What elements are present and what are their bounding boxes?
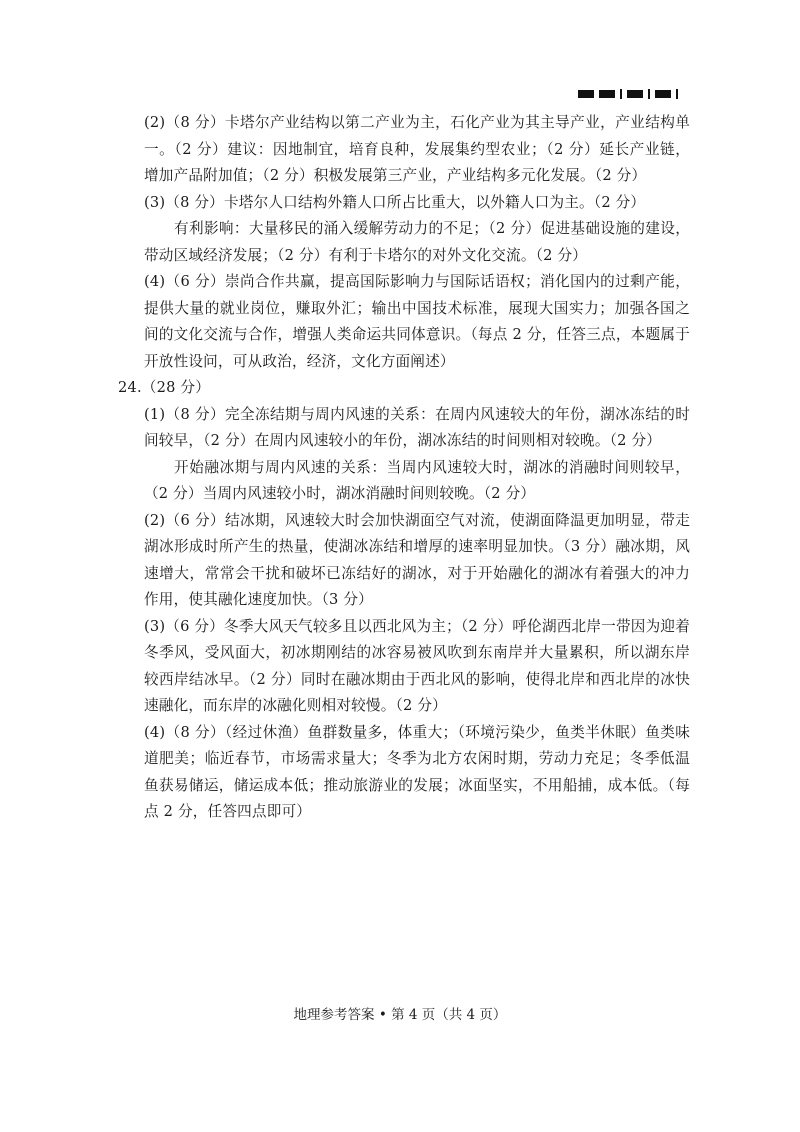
answer-content: [118, 110, 690, 826]
q24-part3-answer: (3)（6 分）冬季大风天气较多且以西北风为主；（2 分）呼伦湖西北岸一带因为迎着冬季风，受风面大，初冰期刚结的冰容易被风吹到东南岸并大量累积，所以湖东岸较西岸结冰早。（2 分）同时在融冰期由于西北风的影响，使得北岸和西北岸的冰快速融化，而东岸的冰融化则相对较慢。（2 分）: [144, 617, 690, 714]
q24-part1-melt: 开始融冰期与周内风速的关系：当周内风速较大时，湖冰的消融时间则较早，（2 分）当周内风速较小时，湖冰消融时间则较晚。（2 分）: [144, 458, 690, 502]
registration-mark-block: [578, 90, 594, 98]
page-footer: 地理参考答案 • 第 4 页（共 4 页）: [293, 1007, 507, 1023]
registration-mark-bar: [648, 89, 650, 99]
q24-part2-answer: (2)（6 分）结冰期，风速较大时会加快湖面空气对流，使湖面降温更加明显，带走湖冰形成时所产生的热量，使湖冰冻结和增厚的速率明显加快。（3 分）融冰期，风速增大，常常会干扰和破坏已冻结好的湖冰，对于开始融化的湖冰有着强大的冲力作用，使其融化速度加快。（3 分）: [144, 511, 690, 608]
q23-part3-impact: 有利影响：大量移民的涌入缓解劳动力的不足；（2 分）促进基础设施的建设，带动区域经济发展；（2 分）有利于卡塔尔的对外文化交流。（2 分）: [144, 220, 690, 264]
q24-part1-answer: (1)（8 分）完全冻结期与周内风速的关系：在周内风速较大的年份，湖冰冻结的时间较早，（2 分）在周内风速较小的年份，湖冰冻结的时间则相对较晚。（2 分）: [144, 405, 690, 449]
registration-mark-bar: [676, 89, 678, 99]
registration-mark-block: [627, 90, 643, 98]
q23-part2-answer: (2)（8 分）卡塔尔产业结构以第二产业为主，石化产业为其主导产业，产业结构单一。（2 分）建议：因地制宜，培育良种，发展集约型农业；（2 分）延长产业链，增加产品附加值；（2 分）积极发展第三产业，产业结构多元化发展。（2 分）: [144, 114, 690, 184]
registration-mark-block: [655, 90, 671, 98]
q23-part4-answer: (4)（6 分）崇尚合作共赢，提高国际影响力与国际话语权；消化国内的过剩产能，提供大量的就业岗位，赚取外汇；输出中国技术标准，展现大国实力；加强各国之间的文化交流与合作，增强人类命运共同体意识。（每点 2 分，任答三点，本题属于开放性设问，可从政治，经济，文化方面阐述）: [144, 273, 690, 370]
q24-title: 24.（28 分）: [118, 379, 210, 396]
q23-part3-answer: (3)（8 分）卡塔尔人口结构外籍人口所占比重大，以外籍人口为主。（2 分）: [144, 193, 646, 211]
registration-mark-block: [599, 90, 615, 98]
q24-part4-answer: (4)（8 分）（经过休渔）鱼群数量多，体重大；（环境污染少，鱼类半休眠）鱼类味道肥美；临近春节，市场需求量大；冬季为北方农闲时期，劳动力充足；冬季低温鱼获易储运，储运成本低；推动旅游业的发展；冰面坚实，不用船捕，成本低。（每点 2 分，任答四点即可）: [144, 723, 690, 820]
header-registration-marks: [578, 89, 678, 99]
registration-mark-bar: [620, 89, 622, 99]
